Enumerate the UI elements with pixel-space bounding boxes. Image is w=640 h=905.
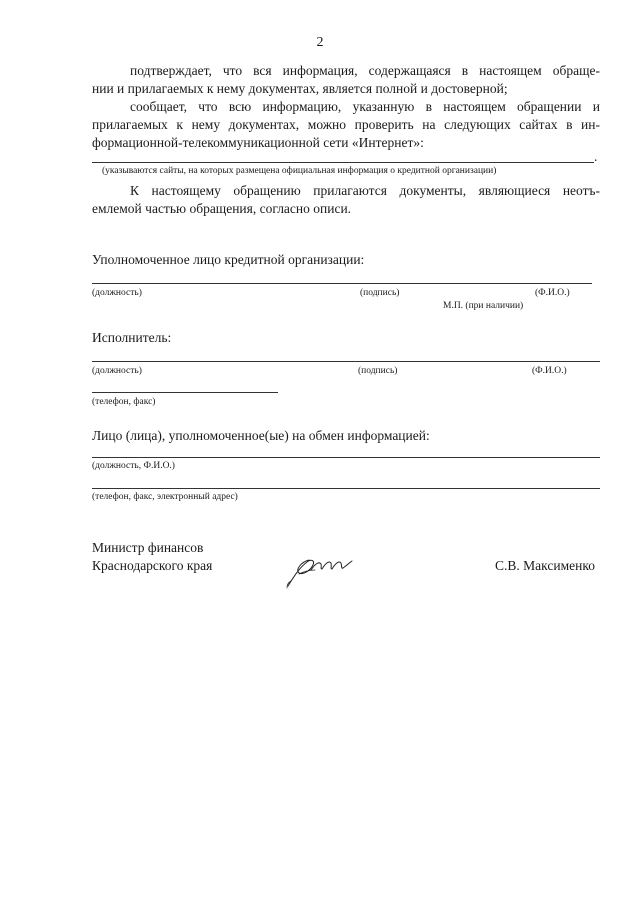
stamp-caption: М.П. (при наличии)	[443, 301, 524, 311]
authorized-underline	[92, 283, 592, 284]
page-number: 2	[316, 35, 324, 50]
authorized-position-caption: (должность)	[92, 288, 142, 298]
executor-underline	[92, 361, 600, 362]
executor-phone-caption: (телефон, факс)	[92, 397, 156, 407]
signatory-title-line2: Краснодарского края	[92, 558, 213, 573]
exchange-heading: Лицо (лица), уполномоченное(ые) на обмен информацией:	[92, 428, 430, 443]
para2-line2: прилагаемых к нему документах, можно проверить на следующих сайтах в ин-	[92, 117, 600, 132]
executor-heading: Исполнитель:	[92, 330, 172, 345]
exchange-position-underline	[92, 457, 600, 458]
executor-position-caption: (должность)	[92, 366, 142, 376]
signatory-name: С.В. Максименко	[495, 558, 595, 573]
executor-name-caption: (Ф.И.О.)	[532, 366, 567, 376]
para1-line2: нии и прилагаемых к нему документах, является полной и достоверной;	[92, 81, 508, 96]
authorized-name-caption: (Ф.И.О.)	[535, 288, 570, 298]
handwritten-signature	[285, 548, 355, 590]
para1-line1: подтверждает, что вся информация, содержащаяся в настоящем обраще-	[130, 63, 600, 78]
sites-dot: .	[594, 149, 598, 164]
sites-underline	[92, 162, 594, 163]
authorized-signature-caption: (подпись)	[360, 288, 400, 298]
signatory-title-line1: Министр финансов	[92, 540, 204, 555]
authorized-heading: Уполномоченное лицо кредитной организации:	[92, 252, 365, 267]
exchange-contacts-underline	[92, 488, 600, 489]
executor-signature-caption: (подпись)	[358, 366, 398, 376]
sites-caption: (указываются сайты, на которых размещена официальная информация о кредитной организации)	[102, 166, 497, 176]
para2-line3: формационной-телекоммуникационной сети «Интернет»:	[92, 135, 424, 150]
para3-line1: К настоящему обращению прилагаются документы, являющиеся неотъ-	[130, 183, 600, 198]
para2-line1: сообщает, что всю информацию, указанную в настоящем обращении и	[130, 99, 600, 114]
exchange-contacts-caption: (телефон, факс, электронный адрес)	[92, 492, 238, 502]
exchange-position-caption: (должность, Ф.И.О.)	[92, 461, 175, 471]
para3-line2: емлемой частью обращения, согласно описи.	[92, 201, 352, 216]
executor-phone-underline	[92, 392, 278, 393]
